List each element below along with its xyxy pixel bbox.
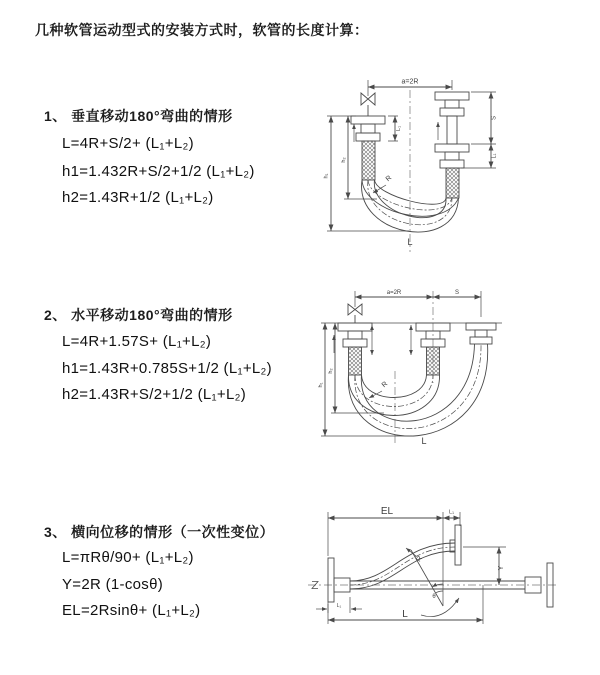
section-2-formula-L: L=4R+1.57S+ (L₁+L₂) — [62, 333, 212, 350]
d2-middle-pipe — [416, 323, 450, 375]
d1-dim-l1-left-label: L₁ — [396, 126, 402, 131]
d1-dim-h1-label: h₁ — [323, 173, 330, 179]
d3-dim-l1-left-label: L₁ — [336, 603, 342, 609]
braided-hose-section — [446, 168, 459, 198]
d1-dim-h2-label: h₂ — [341, 157, 347, 163]
d3-left-flange — [328, 558, 350, 602]
section-2-heading: 2、 水平移动180°弯曲的情形 — [44, 307, 233, 323]
section-1-heading: 1、 垂直移动180°弯曲的情形 — [44, 108, 233, 124]
section-3-heading: 3、 横向位移的情形（一次性变位） — [44, 524, 275, 540]
d2-dim-h1-label: h₁ — [318, 382, 324, 388]
d2-length-label: L — [421, 436, 427, 446]
d2-hose-curves — [348, 344, 487, 436]
d1-dim-l1-right-label: L₁ — [491, 153, 498, 159]
page-title: 几种软管运动型式的安装方式时，软管的长度计算： — [35, 22, 369, 38]
d3-theta-label: θ — [432, 594, 436, 600]
d2-left-pipe — [338, 323, 372, 375]
d1-length-label: L — [407, 237, 413, 247]
d1-radius-label: R — [384, 174, 394, 184]
section-1-formula-L: L=4R+S/2+ (L₁+L₂) — [62, 135, 194, 152]
section-3-formula-L: L=πRθ/90+ (L₁+L₂) — [62, 549, 194, 566]
diagram-lateral-displacement — [303, 498, 595, 648]
d3-radius-label: R — [415, 555, 425, 564]
section-3-formula-EL: EL=2Rsinθ+ (L₁+L₂) — [62, 602, 201, 619]
d2-dim-s-label: S — [454, 290, 460, 296]
section-1-formula-h1: h1=1.432R+S/2+1/2 (L₁+L₂) — [62, 163, 255, 180]
d3-dim-y-label: Y — [498, 565, 505, 571]
d3-dim-l1-top-label: L₁ — [449, 509, 454, 516]
d2-radius-label: R — [380, 380, 390, 390]
d2-right-pipe-phantom — [466, 323, 496, 344]
section-2-formula-h1: h1=1.43R+0.785S+1/2 (L₁+L₂) — [62, 360, 272, 377]
d1-linework — [327, 80, 496, 252]
section-3-formula-Y: Y=2R (1-cosθ) — [62, 576, 164, 593]
d2-dim-a-label: a=2R — [386, 290, 402, 296]
diagram-horizontal-180-bend — [312, 283, 584, 455]
d1-left-pipe — [351, 116, 385, 180]
d3-upper-flange — [450, 525, 461, 565]
d1-dim-a-label: a=2R — [401, 78, 419, 86]
diagram-vertical-180-bend — [310, 68, 572, 258]
d1-right-pipe — [435, 92, 469, 198]
braided-hose-section — [427, 347, 440, 375]
braided-hose-section — [349, 347, 362, 375]
d3-dim-el-label: EL — [380, 506, 394, 517]
d2-dim-h2-label: h₂ — [328, 368, 334, 374]
section-1-formula-h2: h2=1.43R+1/2 (L₁+L₂) — [62, 189, 214, 206]
d3-hose-curve — [350, 543, 455, 589]
d1-dim-s-label: S — [491, 115, 498, 121]
d2-linework — [321, 291, 502, 443]
section-2-formula-h2: h2=1.43R+S/2+1/2 (L₁+L₂) — [62, 386, 247, 403]
d3-length-label: L — [402, 609, 408, 620]
valve-icon — [361, 93, 375, 116]
braided-hose-section — [362, 141, 375, 180]
